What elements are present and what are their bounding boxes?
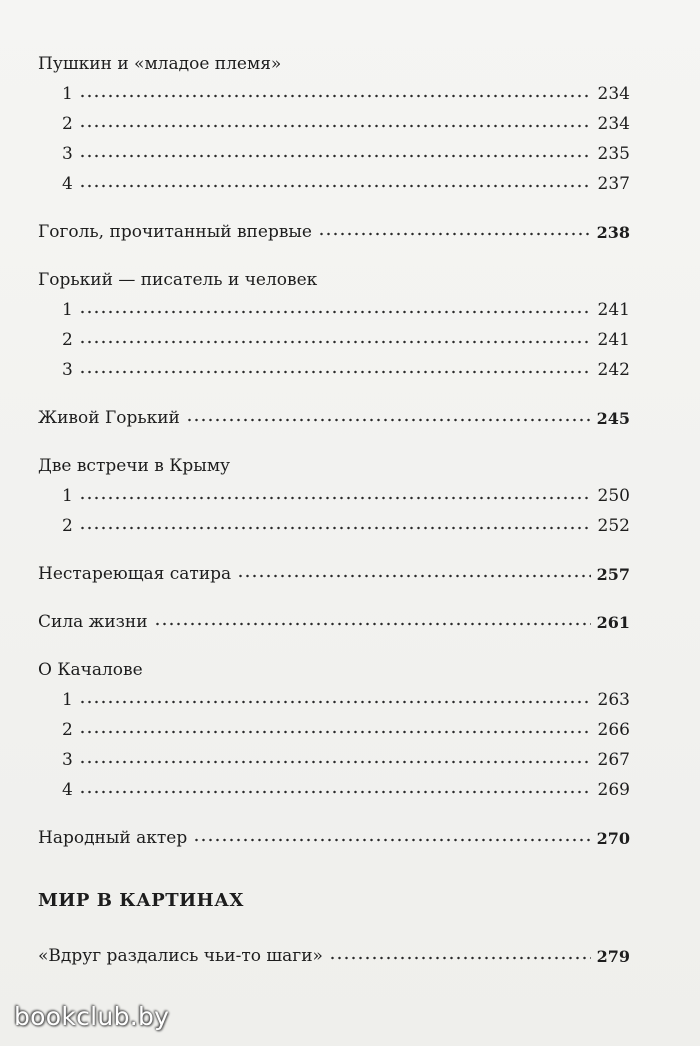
dot-leader xyxy=(79,790,592,794)
toc-entry[interactable] xyxy=(62,714,630,740)
toc-entry-title: Гоголь, прочитанный впервые xyxy=(38,222,312,242)
dot-leader xyxy=(79,496,592,500)
toc-entry-sila[interactable] xyxy=(38,606,630,632)
toc-entry-number: 1 xyxy=(62,84,73,104)
toc-entry-number: 1 xyxy=(62,300,73,320)
toc-entry-number: 4 xyxy=(62,780,73,800)
toc-entry-gogol[interactable] xyxy=(38,216,630,242)
toc-entry-page: 252 xyxy=(597,516,630,536)
toc-entry-page: 250 xyxy=(597,486,630,506)
toc-entry-title: Живой Горький xyxy=(38,408,180,428)
toc-entry-page: 242 xyxy=(597,360,630,380)
dot-leader xyxy=(79,526,592,530)
toc-entry-page: 269 xyxy=(597,780,630,800)
toc-heading-text: Пушкин и «младое племя» xyxy=(38,54,282,74)
toc-entry-zhivoy[interactable] xyxy=(38,402,630,428)
toc-entry-number: 2 xyxy=(62,114,73,134)
toc-entry-page: 245 xyxy=(596,409,630,428)
toc-entry-page: 241 xyxy=(597,300,630,320)
toc-entry-number: 2 xyxy=(62,720,73,740)
dot-leader xyxy=(79,340,592,344)
toc-entry-page: 263 xyxy=(597,690,630,710)
dot-leader xyxy=(193,838,590,842)
toc-entry-title: Сила жизни xyxy=(38,612,148,632)
toc-entry-page: 234 xyxy=(597,84,630,104)
toc-entry-page: 237 xyxy=(597,174,630,194)
toc-entry[interactable] xyxy=(62,684,630,710)
site-watermark: bookclub.by xyxy=(14,1002,170,1031)
toc-entry-akter[interactable] xyxy=(38,822,630,848)
toc-entry[interactable] xyxy=(62,744,630,770)
toc-entry-title: «Вдруг раздались чьи-то шаги» xyxy=(38,946,323,966)
toc-entry-vdrug[interactable] xyxy=(38,940,630,966)
dot-leader xyxy=(79,730,592,734)
toc-heading-pushkin xyxy=(38,48,281,74)
toc-entry[interactable] xyxy=(62,510,630,536)
toc-entry-page: 279 xyxy=(596,947,630,966)
dot-leader xyxy=(79,370,592,374)
toc-entry-page: 270 xyxy=(596,829,630,848)
dot-leader xyxy=(79,124,592,128)
toc-heading-gorky xyxy=(38,264,317,290)
toc-entry-page: 235 xyxy=(597,144,630,164)
toc-entry-title: Народный актер xyxy=(38,828,188,848)
toc-entry-number: 4 xyxy=(62,174,73,194)
dot-leader xyxy=(79,310,592,314)
toc-entry-number: 1 xyxy=(62,690,73,710)
toc-entry[interactable] xyxy=(62,480,630,506)
toc-entry[interactable] xyxy=(62,78,630,104)
dot-leader xyxy=(79,700,592,704)
section-heading: МИР В КАРТИНАХ xyxy=(38,890,244,911)
dot-leader xyxy=(79,184,592,188)
toc-entry-number: 2 xyxy=(62,516,73,536)
toc-heading-text: Две встречи в Крыму xyxy=(38,456,231,476)
toc-entry[interactable] xyxy=(62,294,630,320)
toc-entry[interactable] xyxy=(62,108,630,134)
toc-entry-page: 241 xyxy=(597,330,630,350)
toc-entry-number: 1 xyxy=(62,486,73,506)
toc-heading-text: Горький — писатель и человек xyxy=(38,270,318,290)
toc-heading-kachalov xyxy=(38,654,143,680)
toc-heading-krym xyxy=(38,450,230,476)
toc-entry[interactable] xyxy=(62,168,630,194)
toc-entry-page: 257 xyxy=(596,565,630,584)
dot-leader xyxy=(79,94,592,98)
toc-heading-text: О Качалове xyxy=(38,660,143,680)
dot-leader xyxy=(329,956,591,960)
toc-entry-number: 3 xyxy=(62,360,73,380)
dot-leader xyxy=(79,760,592,764)
dot-leader xyxy=(79,154,592,158)
dot-leader xyxy=(237,574,590,578)
toc-entry-page: 234 xyxy=(597,114,630,134)
toc-entry[interactable] xyxy=(62,324,630,350)
toc-entry-satira[interactable] xyxy=(38,558,630,584)
toc-entry-page: 261 xyxy=(596,613,630,632)
toc-entry-number: 3 xyxy=(62,144,73,164)
toc-entry[interactable] xyxy=(62,138,630,164)
toc-entry[interactable] xyxy=(62,774,630,800)
dot-leader xyxy=(186,418,591,422)
dot-leader xyxy=(318,232,591,236)
toc-entry-title: Нестареющая сатира xyxy=(38,564,232,584)
dot-leader xyxy=(154,622,591,626)
toc-entry-page: 267 xyxy=(597,750,630,770)
toc-entry-page: 238 xyxy=(596,223,630,242)
toc-entry[interactable] xyxy=(62,354,630,380)
toc-entry-number: 3 xyxy=(62,750,73,770)
toc-entry-number: 2 xyxy=(62,330,73,350)
toc-entry-page: 266 xyxy=(597,720,630,740)
